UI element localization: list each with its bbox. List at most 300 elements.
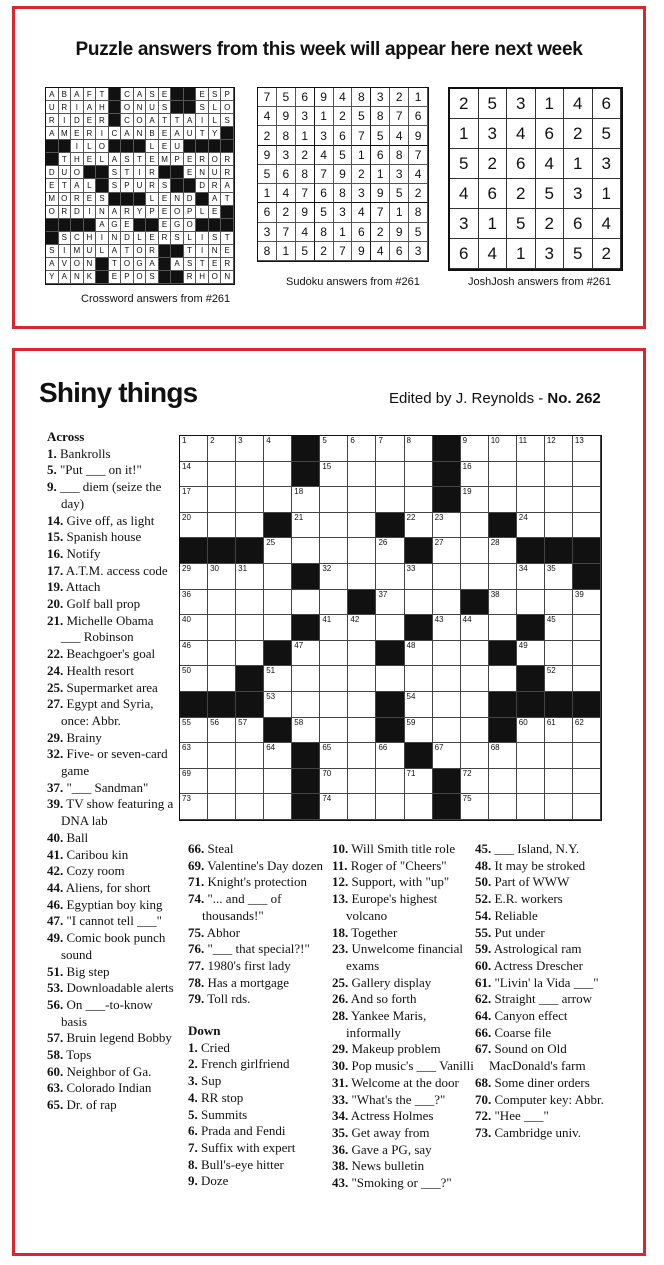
grid-cell[interactable] xyxy=(405,641,433,667)
grid-cell[interactable] xyxy=(376,487,404,513)
grid-cell[interactable] xyxy=(208,590,236,616)
grid-cell[interactable] xyxy=(236,462,264,488)
grid-cell[interactable] xyxy=(461,487,489,513)
grid-cell[interactable] xyxy=(180,794,208,820)
grid-cell[interactable] xyxy=(545,590,573,616)
grid-cell[interactable] xyxy=(517,769,545,795)
grid-cell[interactable] xyxy=(292,538,320,564)
grid-cell[interactable] xyxy=(573,666,601,692)
grid-cell[interactable] xyxy=(517,794,545,820)
grid-cell[interactable] xyxy=(348,462,376,488)
sudoku-cell: 4 xyxy=(258,107,277,126)
grid-cell[interactable] xyxy=(461,666,489,692)
grid-cell[interactable] xyxy=(264,743,292,769)
answer-cell: T xyxy=(59,153,72,166)
grid-cell[interactable] xyxy=(180,641,208,667)
grid-cell[interactable] xyxy=(208,666,236,692)
grid-cell[interactable] xyxy=(489,590,517,616)
grid-cell[interactable] xyxy=(348,564,376,590)
answer-cell: O xyxy=(209,271,222,284)
clue xyxy=(332,941,476,974)
grid-cell[interactable] xyxy=(461,513,489,539)
grid-cell[interactable] xyxy=(433,718,461,744)
grid-cell[interactable] xyxy=(236,718,264,744)
sudoku-cell: 2 xyxy=(409,184,428,203)
grid-cell[interactable] xyxy=(545,641,573,667)
grid-cell[interactable] xyxy=(433,615,461,641)
grid-cell[interactable] xyxy=(405,794,433,820)
grid-cell[interactable] xyxy=(236,513,264,539)
grid-cell[interactable] xyxy=(545,487,573,513)
joshjosh-cell: 2 xyxy=(450,89,479,119)
clue-number: 27. xyxy=(47,696,64,712)
grid-cell[interactable] xyxy=(292,513,320,539)
grid-cell[interactable] xyxy=(545,513,573,539)
clue-text: ___ diem (seize the day) xyxy=(56,479,162,511)
grid-cell[interactable] xyxy=(292,590,320,616)
grid-cell[interactable] xyxy=(376,743,404,769)
grid-cell[interactable] xyxy=(320,743,348,769)
clue xyxy=(332,991,476,1008)
grid-cell[interactable] xyxy=(180,513,208,539)
answer-cell: R xyxy=(146,179,159,192)
grid-cell[interactable] xyxy=(405,769,433,795)
grid-cell[interactable] xyxy=(545,462,573,488)
answer-cell: A xyxy=(96,219,109,232)
grid-cell[interactable] xyxy=(517,743,545,769)
clue xyxy=(47,930,175,963)
sudoku-cell: 6 xyxy=(371,146,390,165)
cell-number: 58 xyxy=(294,717,304,727)
clue xyxy=(188,874,328,891)
grid-cell[interactable] xyxy=(461,564,489,590)
grid-cell[interactable] xyxy=(348,538,376,564)
grid-cell[interactable] xyxy=(180,590,208,616)
sudoku-cell: 8 xyxy=(315,223,334,242)
sudoku-cell: 4 xyxy=(409,165,428,184)
grid-cell[interactable] xyxy=(348,718,376,744)
clue-number: 72. xyxy=(475,1108,492,1124)
clue xyxy=(47,613,175,646)
grid-cell[interactable] xyxy=(376,794,404,820)
grid-cell[interactable] xyxy=(264,769,292,795)
grid-cell[interactable] xyxy=(264,666,292,692)
grid-cell[interactable] xyxy=(292,666,320,692)
grid-cell[interactable] xyxy=(545,436,573,462)
grid-cell[interactable] xyxy=(573,436,601,462)
crossword-grid[interactable] xyxy=(179,435,602,821)
grid-cell[interactable] xyxy=(320,487,348,513)
answer-cell: T xyxy=(121,245,134,258)
answer-cell: D xyxy=(121,232,134,245)
sudoku-cell: 9 xyxy=(334,165,353,184)
answer-cell: I xyxy=(196,232,209,245)
grid-cell[interactable] xyxy=(264,538,292,564)
answer-cell: M xyxy=(159,153,172,166)
grid-cell[interactable] xyxy=(461,718,489,744)
grid-cell[interactable] xyxy=(180,718,208,744)
grid-cell[interactable] xyxy=(320,666,348,692)
answer-cell: R xyxy=(59,206,72,219)
sudoku-cell: 6 xyxy=(334,126,353,145)
grid-cell[interactable] xyxy=(348,436,376,462)
clue xyxy=(188,858,328,875)
sudoku-cell: 1 xyxy=(315,107,334,126)
grid-cell[interactable] xyxy=(489,794,517,820)
grid-cell[interactable] xyxy=(208,718,236,744)
sudoku-cell: 8 xyxy=(371,107,390,126)
answer-cell: E xyxy=(146,153,159,166)
grid-cell[interactable] xyxy=(348,692,376,718)
grid-cell[interactable] xyxy=(517,718,545,744)
answer-cell: U xyxy=(134,179,147,192)
cell-number: 40 xyxy=(182,615,191,625)
clue-text: Canyon effect xyxy=(491,1008,568,1024)
grid-cell[interactable] xyxy=(376,769,404,795)
grid-cell[interactable] xyxy=(433,538,461,564)
grid-cell[interactable] xyxy=(376,462,404,488)
grid-cell[interactable] xyxy=(461,436,489,462)
clue-number: 46. xyxy=(47,896,64,912)
clue xyxy=(47,663,175,680)
grid-cell[interactable] xyxy=(517,436,545,462)
grid-cell[interactable] xyxy=(545,743,573,769)
grid-cell[interactable] xyxy=(405,590,433,616)
joshjosh-cell: 5 xyxy=(593,119,622,149)
grid-cell[interactable] xyxy=(208,513,236,539)
grid-cell[interactable] xyxy=(180,615,208,641)
grid-cell[interactable] xyxy=(180,436,208,462)
sudoku-cell: 7 xyxy=(371,203,390,222)
grid-cell[interactable] xyxy=(545,615,573,641)
grid-cell[interactable] xyxy=(292,641,320,667)
cell-number: 71 xyxy=(406,768,416,778)
grid-cell[interactable] xyxy=(264,794,292,820)
grid-cell[interactable] xyxy=(264,590,292,616)
grid-cell[interactable] xyxy=(236,769,264,795)
cell-number: 46 xyxy=(182,640,191,650)
grid-cell[interactable] xyxy=(236,436,264,462)
cell-number: 61 xyxy=(546,717,556,727)
grid-cell[interactable] xyxy=(517,641,545,667)
clue xyxy=(47,746,175,779)
grid-cell[interactable] xyxy=(517,590,545,616)
sudoku-cell: 7 xyxy=(390,107,409,126)
grid-cell[interactable] xyxy=(320,769,348,795)
black-square xyxy=(292,769,320,795)
sudoku-cell: 7 xyxy=(315,165,334,184)
grid-cell[interactable] xyxy=(489,615,517,641)
answer-cell: A xyxy=(209,193,222,206)
grid-cell[interactable] xyxy=(405,462,433,488)
grid-cell[interactable] xyxy=(461,538,489,564)
clue-number: 61. xyxy=(475,974,492,990)
answer-cell: O xyxy=(121,258,134,271)
clue-text: Steal xyxy=(204,841,234,856)
clue-text: News bulletin xyxy=(348,1158,425,1174)
clue xyxy=(47,780,175,797)
clue-number: 5. xyxy=(47,462,57,478)
grid-cell[interactable] xyxy=(489,487,517,513)
grid-cell[interactable] xyxy=(405,666,433,692)
answer-cell: E xyxy=(121,219,134,232)
grid-cell[interactable] xyxy=(264,462,292,488)
cell-number: 14 xyxy=(182,461,191,471)
black-square xyxy=(171,101,184,114)
answer-cell: N xyxy=(196,166,209,179)
grid-cell[interactable] xyxy=(236,743,264,769)
grid-cell[interactable] xyxy=(433,743,461,769)
grid-cell[interactable] xyxy=(573,743,601,769)
joshjosh-cell: 3 xyxy=(536,239,565,269)
grid-cell[interactable] xyxy=(545,718,573,744)
answer-cell: O xyxy=(221,101,234,114)
grid-cell[interactable] xyxy=(180,462,208,488)
grid-cell[interactable] xyxy=(433,513,461,539)
clue xyxy=(188,941,328,958)
clue-text: Together xyxy=(348,924,398,940)
cell-number: 8 xyxy=(406,436,411,445)
answer-cell: E xyxy=(159,206,172,219)
cell-number: 69 xyxy=(182,768,191,778)
grid-cell[interactable] xyxy=(320,794,348,820)
clue-number: 60. xyxy=(47,1063,64,1079)
grid-cell[interactable] xyxy=(348,794,376,820)
grid-cell[interactable] xyxy=(348,769,376,795)
answer-cell: E xyxy=(196,88,209,101)
grid-cell[interactable] xyxy=(236,590,264,616)
answer-cell: L xyxy=(96,245,109,258)
joshjosh-cell: 6 xyxy=(479,179,508,209)
grid-cell[interactable] xyxy=(545,794,573,820)
grid-cell[interactable] xyxy=(264,615,292,641)
black-square xyxy=(159,271,172,284)
clue xyxy=(475,891,635,908)
grid-cell[interactable] xyxy=(180,487,208,513)
grid-cell[interactable] xyxy=(489,743,517,769)
grid-cell[interactable] xyxy=(545,666,573,692)
grid-cell[interactable] xyxy=(433,692,461,718)
grid-cell[interactable] xyxy=(489,538,517,564)
clue xyxy=(332,891,476,924)
grid-cell[interactable] xyxy=(573,718,601,744)
sudoku-cell: 7 xyxy=(334,242,353,261)
grid-cell[interactable] xyxy=(264,487,292,513)
grid-cell[interactable] xyxy=(405,487,433,513)
answer-cell: L xyxy=(209,114,222,127)
grid-cell[interactable] xyxy=(517,564,545,590)
grid-cell[interactable] xyxy=(573,641,601,667)
grid-cell[interactable] xyxy=(573,615,601,641)
answer-cell: A xyxy=(146,114,159,127)
grid-cell[interactable] xyxy=(292,487,320,513)
grid-cell[interactable] xyxy=(180,743,208,769)
sudoku-cell: 3 xyxy=(277,146,296,165)
clue-number: 23. xyxy=(332,941,349,957)
grid-cell[interactable] xyxy=(320,436,348,462)
grid-cell[interactable] xyxy=(461,794,489,820)
grid-cell[interactable] xyxy=(376,564,404,590)
clue-text: Reliable xyxy=(491,907,538,923)
clue-number: 65. xyxy=(47,1097,64,1113)
sudoku-cell: 7 xyxy=(277,223,296,242)
sudoku-cell: 5 xyxy=(390,184,409,203)
grid-cell[interactable] xyxy=(236,615,264,641)
sudoku-cell: 6 xyxy=(352,223,371,242)
cell-number: 13 xyxy=(574,436,584,445)
clue-number: 22. xyxy=(47,646,64,662)
grid-cell[interactable] xyxy=(489,666,517,692)
grid-cell[interactable] xyxy=(320,564,348,590)
grid-cell[interactable] xyxy=(376,538,404,564)
grid-cell[interactable] xyxy=(348,743,376,769)
grid-cell[interactable] xyxy=(376,436,404,462)
clue xyxy=(47,563,175,580)
grid-cell[interactable] xyxy=(320,590,348,616)
grid-cell[interactable] xyxy=(545,769,573,795)
grid-cell[interactable] xyxy=(264,564,292,590)
grid-cell[interactable] xyxy=(292,692,320,718)
black-square xyxy=(433,436,461,462)
grid-cell[interactable] xyxy=(208,743,236,769)
grid-cell[interactable] xyxy=(348,487,376,513)
grid-cell[interactable] xyxy=(573,794,601,820)
sudoku-cell: 4 xyxy=(296,223,315,242)
grid-cell[interactable] xyxy=(208,794,236,820)
grid-cell[interactable] xyxy=(208,487,236,513)
grid-cell[interactable] xyxy=(320,718,348,744)
grid-cell[interactable] xyxy=(264,692,292,718)
grid-cell[interactable] xyxy=(208,436,236,462)
grid-cell[interactable] xyxy=(320,692,348,718)
grid-cell[interactable] xyxy=(517,513,545,539)
grid-cell[interactable] xyxy=(461,615,489,641)
black-square xyxy=(376,692,404,718)
cell-number: 59 xyxy=(406,717,416,727)
grid-cell[interactable] xyxy=(348,615,376,641)
grid-cell[interactable] xyxy=(405,564,433,590)
grid-cell[interactable] xyxy=(489,462,517,488)
grid-cell[interactable] xyxy=(348,513,376,539)
answer-cell: O xyxy=(46,206,59,219)
clue-list xyxy=(188,841,328,1008)
grid-cell[interactable] xyxy=(348,666,376,692)
grid-cell[interactable] xyxy=(320,538,348,564)
sudoku-cell: 8 xyxy=(352,88,371,107)
grid-cell[interactable] xyxy=(461,462,489,488)
grid-cell[interactable] xyxy=(433,666,461,692)
clue xyxy=(188,1073,328,1090)
answer-cell: T xyxy=(196,258,209,271)
black-square xyxy=(46,232,59,245)
clue xyxy=(47,863,175,880)
clue-text: Give off, as light xyxy=(63,512,155,528)
grid-cell[interactable] xyxy=(376,590,404,616)
grid-cell[interactable] xyxy=(517,487,545,513)
grid-cell[interactable] xyxy=(461,641,489,667)
answer-cell: I xyxy=(59,245,72,258)
sudoku-cell: 4 xyxy=(371,242,390,261)
grid-cell[interactable] xyxy=(236,564,264,590)
grid-cell[interactable] xyxy=(573,769,601,795)
clue-number: 73. xyxy=(475,1124,492,1140)
grid-cell[interactable] xyxy=(208,641,236,667)
clue-number: 25. xyxy=(332,974,349,990)
grid-cell[interactable] xyxy=(545,564,573,590)
joshjosh-answers-caption: JoshJosh answers from #261 xyxy=(468,276,612,288)
grid-cell[interactable] xyxy=(517,462,545,488)
grid-cell[interactable] xyxy=(405,436,433,462)
clue-number: 45. xyxy=(475,841,492,856)
clue-number: 37. xyxy=(47,779,64,795)
grid-cell[interactable] xyxy=(433,564,461,590)
grid-cell[interactable] xyxy=(236,487,264,513)
answer-cell: N xyxy=(71,271,84,284)
grid-cell[interactable] xyxy=(573,513,601,539)
answer-cell: R xyxy=(121,206,134,219)
grid-cell[interactable] xyxy=(208,462,236,488)
grid-cell[interactable] xyxy=(208,615,236,641)
clue-number: 71. xyxy=(188,874,205,890)
clue-number: 75. xyxy=(188,924,205,940)
clue-text: Some diner orders xyxy=(491,1074,590,1090)
grid-cell[interactable] xyxy=(236,794,264,820)
sudoku-cell: 9 xyxy=(371,184,390,203)
sudoku-cell: 5 xyxy=(334,146,353,165)
joshjosh-cell: 4 xyxy=(564,89,593,119)
grid-cell[interactable] xyxy=(489,769,517,795)
grid-cell[interactable] xyxy=(405,513,433,539)
grid-cell[interactable] xyxy=(433,641,461,667)
grid-cell[interactable] xyxy=(573,462,601,488)
grid-cell[interactable] xyxy=(405,718,433,744)
joshjosh-cell: 6 xyxy=(536,119,565,149)
grid-cell[interactable] xyxy=(292,718,320,744)
grid-cell[interactable] xyxy=(376,615,404,641)
grid-cell[interactable] xyxy=(320,641,348,667)
black-square xyxy=(405,615,433,641)
grid-cell[interactable] xyxy=(376,666,404,692)
grid-cell[interactable] xyxy=(348,641,376,667)
grid-cell[interactable] xyxy=(208,564,236,590)
grid-cell[interactable] xyxy=(208,769,236,795)
joshjosh-cell: 2 xyxy=(507,179,536,209)
grid-cell[interactable] xyxy=(433,590,461,616)
grid-cell[interactable] xyxy=(180,666,208,692)
clue-text: Bruin legend Bobby xyxy=(63,1030,172,1046)
grid-cell[interactable] xyxy=(236,641,264,667)
grid-cell[interactable] xyxy=(461,743,489,769)
clue xyxy=(475,1075,635,1092)
grid-cell[interactable] xyxy=(405,692,433,718)
grid-cell[interactable] xyxy=(573,487,601,513)
grid-cell[interactable] xyxy=(489,436,517,462)
grid-cell[interactable] xyxy=(573,590,601,616)
grid-cell[interactable] xyxy=(461,769,489,795)
grid-cell[interactable] xyxy=(264,436,292,462)
clue-number: 2. xyxy=(188,1056,198,1072)
grid-cell[interactable] xyxy=(461,692,489,718)
grid-cell[interactable] xyxy=(489,564,517,590)
clue-list xyxy=(188,1040,328,1190)
grid-cell[interactable] xyxy=(320,462,348,488)
grid-cell[interactable] xyxy=(320,513,348,539)
grid-cell[interactable] xyxy=(180,769,208,795)
grid-cell[interactable] xyxy=(180,564,208,590)
clue-text: Aliens, for short xyxy=(63,879,151,895)
sudoku-cell: 5 xyxy=(352,107,371,126)
grid-cell[interactable] xyxy=(320,615,348,641)
